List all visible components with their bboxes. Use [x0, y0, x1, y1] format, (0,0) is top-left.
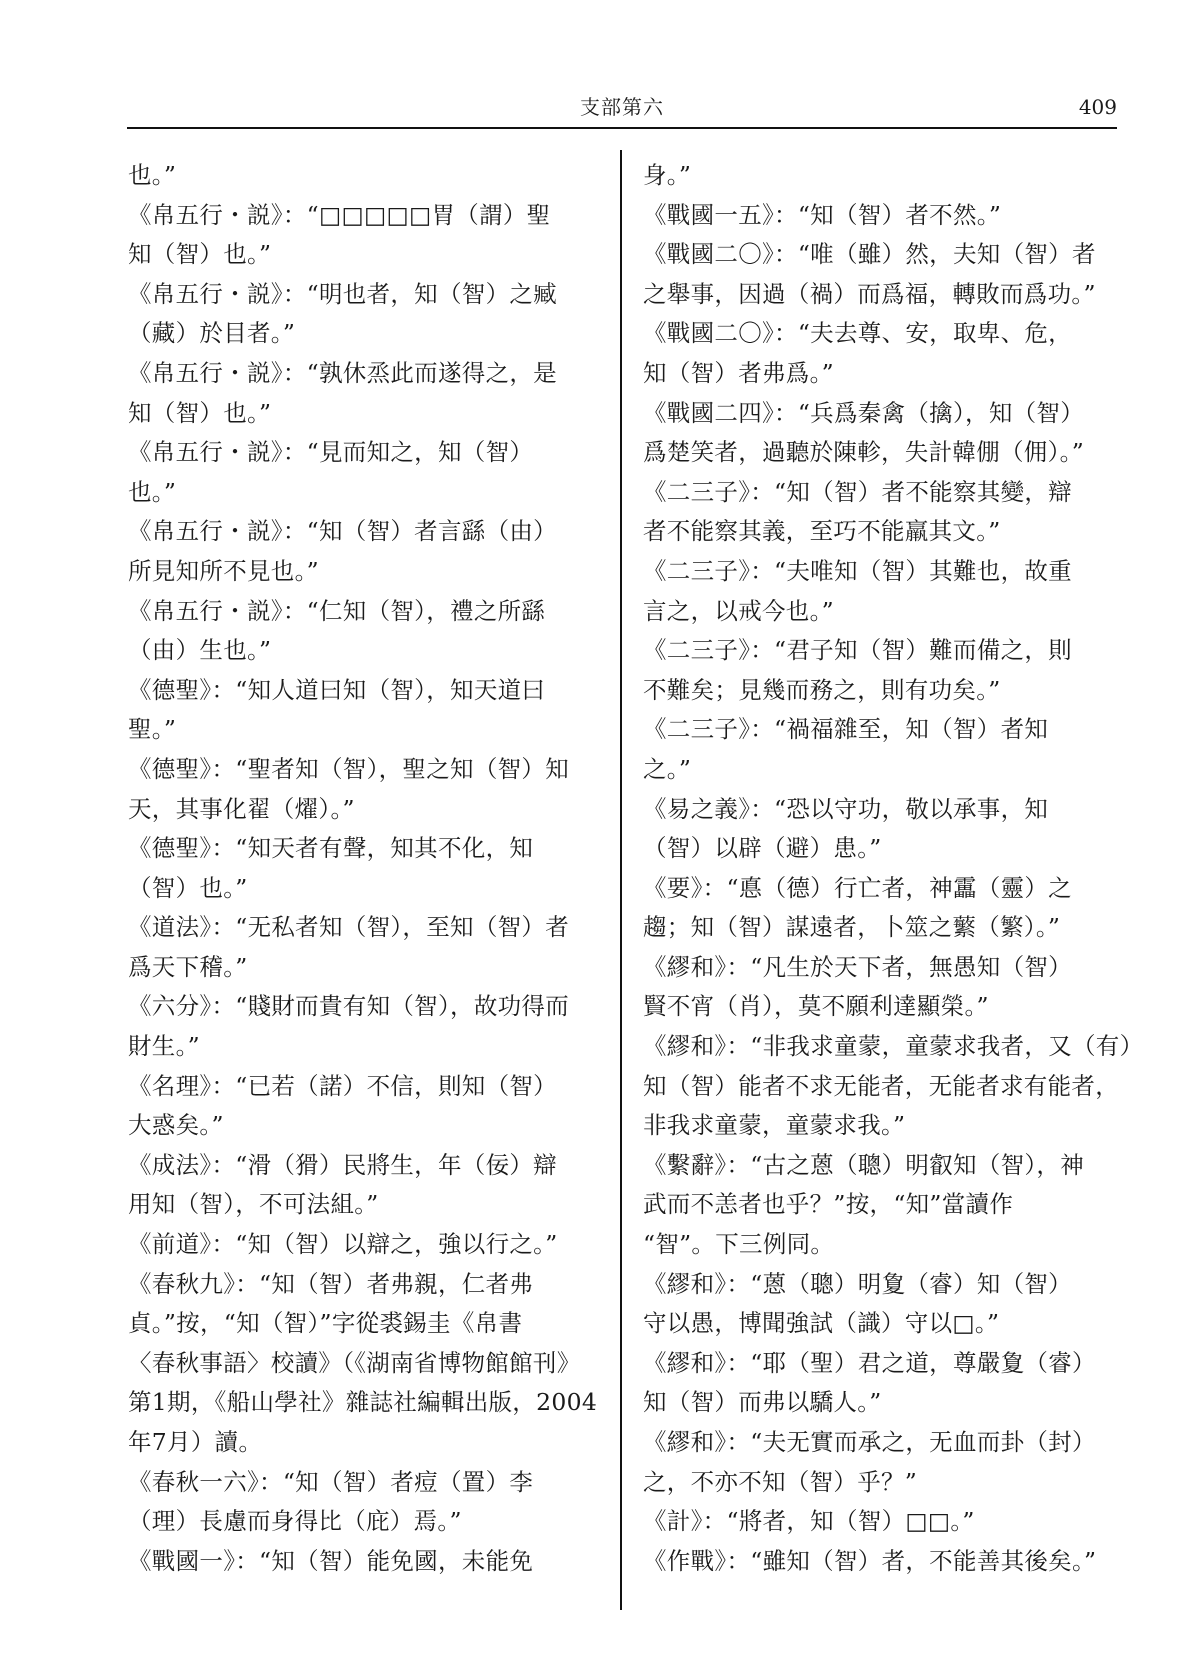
- text-line: 第1期，《船山學社》雜誌社編輯出版，2004: [128, 1388, 598, 1417]
- running-head: 支部第六: [580, 95, 664, 119]
- text-line: 也。”: [128, 477, 177, 506]
- text-line: 《繆和》：“凡生於天下者，無愚知（智）: [643, 952, 1072, 981]
- text-line: 知（智）也。”: [128, 240, 272, 269]
- text-line: （理）長慮而身得比（庇）焉。”: [128, 1507, 462, 1536]
- page-header: [127, 92, 1117, 132]
- text-line: 《易之義》：“恐以守功，敬以承事，知: [643, 794, 1049, 823]
- text-line: 者不能察其義，至巧不能羸其文。”: [643, 517, 1001, 546]
- text-line: 知（智）能者不求无能者，无能者求有能者，: [643, 1071, 1119, 1100]
- text-line: 年7月）讀。: [128, 1428, 263, 1456]
- text-line: 所見知所不見也。”: [128, 556, 319, 585]
- text-line: 《計》：“將者，知（智）□□。”: [643, 1507, 975, 1536]
- text-line: 《帛五行・説》：“孰休烝此而遂得之，是: [128, 358, 557, 387]
- text-line: 《德聖》：“知天者有聲，知其不化，知: [128, 834, 534, 863]
- text-line: 《帛五行・説》：“見而知之，知（智）: [128, 438, 534, 467]
- text-line: 《春秋一六》：“知（智）者痘（置）李: [128, 1467, 534, 1496]
- right-column: [643, 156, 1144, 1581]
- text-line: 趨；知（智）謀遠者，卜筮之蘩（繁）。”: [643, 913, 1061, 942]
- text-line: 用知（智），不可法組。”: [128, 1190, 379, 1219]
- text-line: 《帛五行・説》：“仁知（智），禮之所繇: [128, 596, 546, 625]
- text-line: 《名理》：“已若（諾）不信，則知（智）: [128, 1071, 557, 1100]
- text-line: 天，其事化翟（燿）。”: [128, 794, 355, 823]
- text-line: 《戰國一》：“知（智）能免國，未能免: [128, 1546, 534, 1575]
- header-rule: [127, 127, 1117, 129]
- text-line: 知（智）也。”: [128, 398, 272, 427]
- text-line: 之舉事，因過（禍）而爲福，轉敗而爲功。”: [643, 279, 1096, 308]
- text-line: 之。”: [643, 754, 692, 783]
- text-line: 貞。”按，“知（智）”字從裘錫圭《帛書: [128, 1309, 523, 1338]
- text-line: 身。”: [643, 161, 692, 189]
- text-line: 《作戰》：“雖知（智）者，不能善其後矣。”: [643, 1546, 1097, 1575]
- text-line: 《戰國一五》：“知（智）者不然。”: [643, 200, 1002, 229]
- text-line: 聖。”: [128, 715, 177, 744]
- text-line: 《德聖》：“知人道曰知（智），知天道曰: [128, 675, 546, 704]
- text-line: （由）生也。”: [128, 636, 272, 665]
- text-line: 《帛五行・説》：“明也者，知（智）之臧: [128, 279, 557, 308]
- text-line: 《繆和》：“蒽（聰）明夐（睿）知（智）: [643, 1269, 1072, 1298]
- text-line: 之，不亦不知（智）乎？”: [643, 1467, 918, 1496]
- text-line: 《帛五行・説》：“知（智）者言繇（由）: [128, 517, 557, 546]
- text-line: 《六分》：“賤財而貴有知（智），故功得而: [128, 992, 570, 1021]
- text-line: 《繫辭》：“古之蒽（聰）明叡知（智），神: [643, 1150, 1085, 1179]
- text-line: 《戰國二四》：“兵爲秦禽（擒），知（智）: [643, 398, 1085, 427]
- text-line: “智”。下三例同。: [643, 1230, 835, 1259]
- text-line: 守以愚，博聞強試（識）守以□。”: [643, 1309, 1000, 1338]
- text-line: 《繆和》：“夫无實而承之，无血而卦（封）: [643, 1428, 1096, 1456]
- text-line: 《繆和》：“非我求童蒙，童蒙求我者，又（有）: [643, 1032, 1144, 1061]
- left-column: [128, 156, 598, 1581]
- column-divider: [620, 150, 622, 1610]
- text-line: 知（智）者弗爲。”: [643, 358, 834, 387]
- text-line: 《帛五行・説》：“□□□□□胃（謂）聖: [128, 200, 551, 229]
- text-line: 爲天下稽。”: [128, 952, 248, 981]
- text-line: 賢不宵（肖），莫不願利達顯榮。”: [643, 992, 989, 1021]
- text-line: 財生。”: [128, 1032, 200, 1061]
- text-line: 知（智）而弗以驕人。”: [643, 1388, 882, 1417]
- text-line: 大惑矣。”: [128, 1111, 224, 1140]
- text-line: 《德聖》：“聖者知（智），聖之知（智）知: [128, 754, 570, 783]
- text-line: 《道法》：“无私者知（智），至知（智）者: [128, 913, 570, 942]
- page-number: 409: [1078, 95, 1117, 119]
- text-line: 《成法》：“滑（猾）民將生，年（佞）辯: [128, 1150, 557, 1179]
- text-line: 《二三子》：“夫唯知（智）其難也，故重: [643, 556, 1072, 585]
- text-line: 《前道》：“知（智）以辯之，強以行之。”: [128, 1230, 558, 1259]
- text-line: 言之，以戒今也。”: [643, 596, 834, 625]
- text-line: （藏）於目者。”: [128, 319, 296, 348]
- text-line: 《戰國二〇》：“夫去尊、安，取卑、危，: [643, 319, 1072, 348]
- text-line: 《二三子》：“君子知（智）難而備之，則: [643, 636, 1072, 665]
- text-line: 《二三子》：“知（智）者不能察其變，辯: [643, 477, 1072, 506]
- text-line: 非我求童蒙，童蒙求我。”: [643, 1111, 906, 1140]
- text-line: 《二三子》：“禍福雜至，知（智）者知: [643, 715, 1049, 744]
- text-line: 武而不恙者也乎？”按，“知”當讀作: [643, 1190, 1014, 1219]
- text-line: 不難矣；見幾而務之，則有功矣。”: [643, 675, 1001, 704]
- text-line: 《戰國二〇》：“唯（雖）然，夫知（智）者: [643, 240, 1096, 269]
- text-line: 也。”: [128, 161, 177, 189]
- text-line: 《繆和》：“耶（聖）君之道，尊嚴夐（睿）: [643, 1348, 1096, 1377]
- text-line: 《要》：“悳（德）行亡者，神靁（靈）之: [643, 873, 1072, 902]
- text-line: 爲楚笑者，過聽於陳軫，失計韓倗（佣）。”: [643, 438, 1085, 467]
- text-line: 〈春秋事語〉校讀》（《湖南省博物館館刊》: [128, 1348, 581, 1377]
- text-line: （智）也。”: [128, 873, 248, 902]
- text-line: 《春秋九》：“知（智）者弗親，仁者弗: [128, 1269, 534, 1298]
- text-line: （智）以辟（避）患。”: [643, 834, 882, 863]
